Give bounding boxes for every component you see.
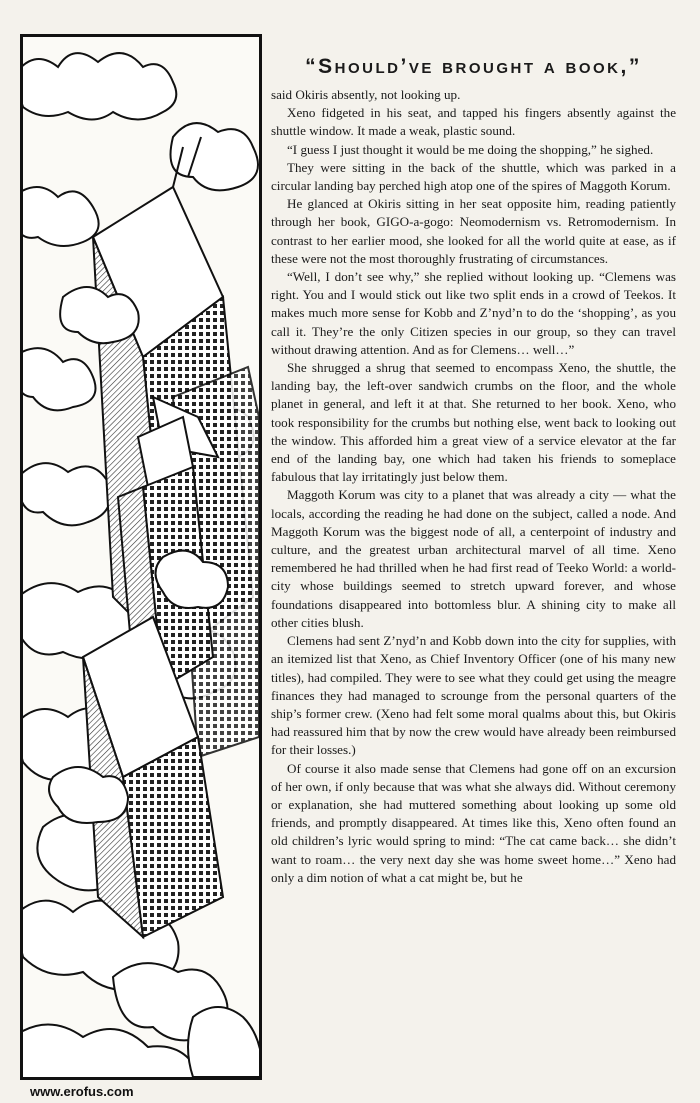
chapter-title: “Should’ve brought a book,” — [305, 55, 642, 78]
paragraph: Maggoth Korum was city to a planet that was already a city — what the locals, according the reading he had done on the subject, called a node. And Maggoth Korum was the biggest node of all, a centerpoint of industry and culture, and the greatest urban architectural marvel of all time. Xeno remembered he had thrilled when he had first read of Teeko World: a world-city whose buildings seemed to stretch upward forever, and whose foundations disappeared into bottomless blur. A shining city to make all other cities blush. — [271, 487, 676, 630]
paragraph: Xeno fidgeted in his seat, and tapped his fingers absently against the shuttle window. It made a weak, plastic sound. — [271, 105, 676, 139]
illustration-panel — [20, 34, 262, 1080]
paragraph: “I guess I just thought it would be me doing the shopping,” he sighed. — [287, 141, 654, 157]
paragraph: She shrugged a shrug that seemed to encompass Xeno, the shuttle, the landing bay, the left-over sandwich crumbs on the floor, and the whole planet in general, and left it at that. She returned to her book. Xeno, who took responsibility for the crumbs but nothing else, went back to looking out the window. This afforded him a great view of a service elevator at the far end of the landing bay, one which had taken his friends to someplace fabulous that lay irritatingly just below them. — [271, 360, 676, 485]
paragraph: said Okiris absently, not looking up. — [271, 87, 461, 102]
site-watermark: www.erofus.com — [22, 1082, 142, 1101]
paragraph: Clemens had sent Z’nyd’n and Kobb down into the city for supplies, with an itemized list that Xeno, as Chief Inventory Officer (one of his many new titles), had compiled. They were to see what they could get using the meagre finances they had managed to scrounge from the personal quarters of the ship’s former crew. (Xeno had felt some moral qualms about this, but Okiris had reassured him that by now the crew would have already been reimbursed for their losses.) — [271, 633, 676, 758]
paragraph: He glanced at Okiris sitting in her seat opposite him, reading patiently through her book, GIGO-a-gogo: Neomodernism vs. Retromodernism. In contrast to her earlier mood, she looked for all the world quite at ease, as if these were not the most thoroughly frustrating of circumstances. — [271, 196, 676, 266]
city-clouds-illustration — [23, 37, 259, 1077]
story-column — [271, 50, 676, 887]
paragraph: Of course it also made sense that Clemens had gone off on an excursion of her own, if only because that was what she always did. Without ceremony or explanation, she had muttered something about looking up some old friends, and promptly disappeared. At times like this, Xeno often found an old children’s lyric would spring to mind: “The cat came back… she didn’t want to roam… the very next day she was home sweet home…” Xeno had only a dim notion of what a cat might be, but he — [271, 760, 676, 885]
paragraph: “Well, I don’t see why,” she replied without looking up. “Clemens was right. You and I would stick out like two split ends in a crowd of Teekos. It makes much more sense for Kobb and Z’nyd’n to do the ‘shopping’, as you call it. They’re the only Citizen species in our group, so they can travel without drawing attention. And as for Clemens… well…” — [271, 269, 676, 357]
paragraph: They were sitting in the back of the shuttle, which was parked in a circular landing bay perched high atop one of the spires of Maggoth Korum. — [271, 159, 676, 194]
story-body — [271, 86, 676, 887]
